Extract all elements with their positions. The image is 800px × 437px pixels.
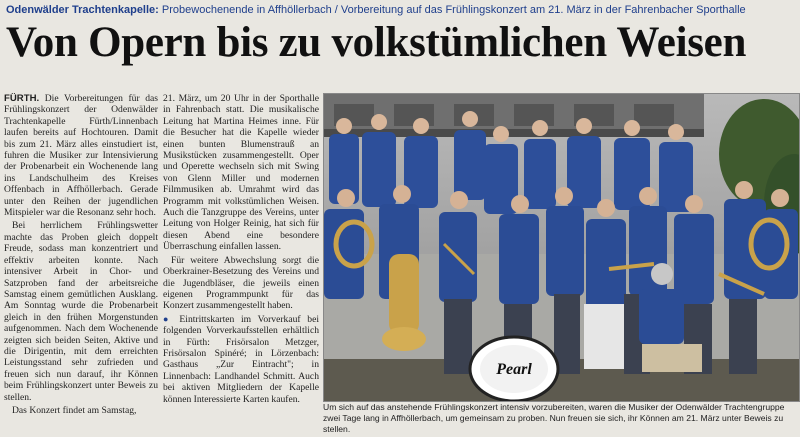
band-photo <box>323 93 800 402</box>
paragraph-5: Für weitere Abwechslung sorgt die Oberkrainer-Besetzung des Vereins und die Jugendbläser, die jeweils einen eigenen Programmpunkt für das Konzert zusammengestellt haben. <box>163 254 319 312</box>
bullet-icon: ● <box>163 313 173 324</box>
paragraph-2: Bei herrlichem Frühlingswetter machte das Proben gleich doppelt Freude, sodass man konzentriert und effektiv arbeiten konnte. Nach intensiver Arbeit in Chor- und Satzproben fand der arbeitsreiche Samstag einem gemütlichen Ausklang. Am Sonntag wurde die Probenarbeit gleich in den frühen Morgenstunden aufgenommen. Nach dem Wochenende zeigten sich beiden Seiten, Aktive und die Dirigentin, mit dem erreichten Leistungsstand sehr zufrieden und freuen sich nun darauf, ihr Können beim Frühlingskonzert unter Beweis zu stellen. <box>4 220 158 403</box>
paragraph-3: Das Konzert findet am Samstag, <box>12 404 137 416</box>
article-column-2 <box>163 93 319 435</box>
headline: Von Opern bis zu volkstümlichen Weisen <box>6 19 747 66</box>
photo-caption: Um sich auf das anstehende Frühlingskonzert intensiv vorzubereiten, waren die Musiker der Odenwälder Trachtengruppe zwei Tage lang in Affhöllerbach, um gemeinsam zu proben. Nun freuen sie sich, ihr Können am 21. März unter Beweis zu stellen. <box>323 402 785 434</box>
drum-brand: Pearl <box>496 361 532 378</box>
paragraph-1-text: Die Vorbereitungen für das Frühlingskonzert der Odenwälder Trachtenkapelle Fürth/Linnenbach laufen bereits auf Hochtouren. Damit bis zum 21. März alles einstudiert ist, fuhren die Musiker zur Intensivierung der Probenarbeit ein Wochenende lang ins Landschulheim des Kreises Offenbach in Affhöllerbach. Gerade unter den Reihen der jugendlichen Mitspieler war die Resonanz sehr hoch. <box>4 93 158 219</box>
paragraph-1 <box>4 93 158 218</box>
paragraph-4: 21. März, um 20 Uhr in der Sporthalle in Fahrenbach statt. Die musikalische Leitung hat Martina Heimes inne. Für die Besucher hat die Kapelle wieder einen bunten Blumenstrauß an Musikstücken zusammengestellt. Oper und Operette wechseln sich mit Swing von Glenn Miller und modernen Filmmusiken ab. Umrahmt wird das Programm mit volkstümlichen Weisen. Auch die Tanzgruppe des Vereins, unter Leitung von Holger Reinig, hat sich für diesen Abend eine besondere Überraschung einfallen lassen. <box>163 93 319 253</box>
article-column-1 <box>4 93 158 435</box>
ticket-info-text: Eintrittskarten im Vorverkauf bei folgenden Vorverkaufsstellen erhältlich in Fürth: Frisörsalon Metzger, Frisörsalon Spinéré; in Lörzenbach: Gasthaus „Zur Eintracht"; in Linnenbach: Landhandel Schmitt. Auch bei aktiven Mitgliedern der Kapelle können Interessierte Karten kaufen. <box>163 313 319 405</box>
subheading: Probewochenende in Affhöllerbach / Vorbereitung auf das Frühlingskonzert am 21. März in der Fahrenbacher Sporthalle <box>161 4 746 16</box>
article-kicker <box>6 3 796 17</box>
rubric: Odenwälder Trachtenkapelle: <box>6 4 159 16</box>
ticket-info <box>163 314 319 405</box>
dateline: FÜRTH. <box>4 93 40 104</box>
